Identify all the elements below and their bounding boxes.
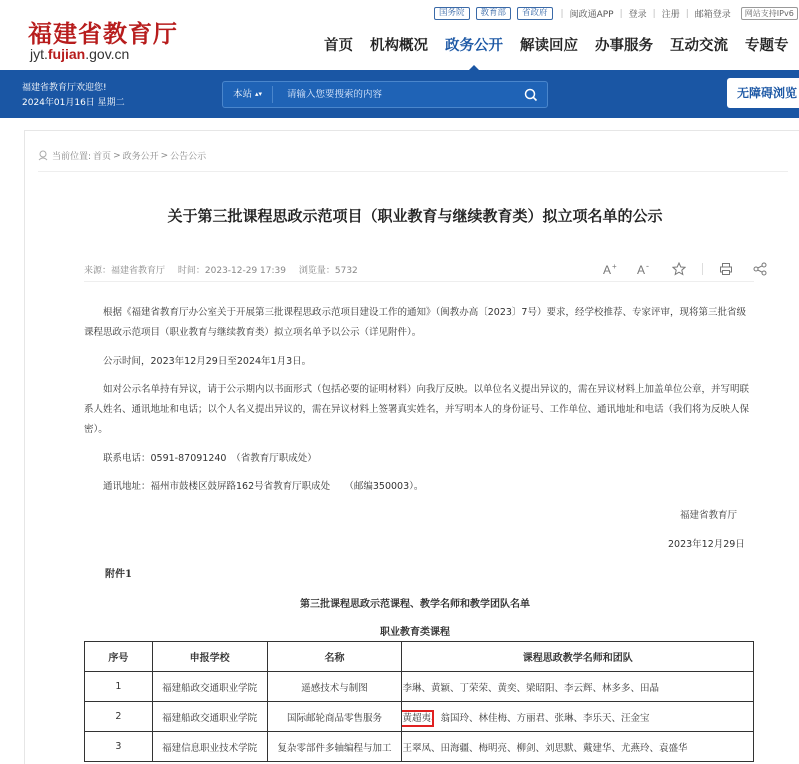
- search-band: [0, 70, 799, 118]
- search-box: [222, 81, 548, 108]
- signature-org: 福建省教育厅: [680, 510, 738, 521]
- site-domain: [30, 46, 129, 62]
- row-number: 2: [85, 702, 153, 732]
- row-number: 3: [85, 732, 153, 762]
- article-paragraph: 如对公示名单持有异议，请于公示期内以书面形式（包括必要的证明材料）向我厅反映。以单位名义提出异议的，需在异议材料上加盖单位公章，并写明联系人姓名、通讯地址和电话；以个人名义提出异议的，需在异议材料上签署真实姓名，并写明本人的身份证号、工作单位、通讯地址和电话（我们将为反映人保密）。: [84, 384, 750, 435]
- article-time: 时间：2023-12-29 17:39: [177, 266, 286, 276]
- font-smaller-button[interactable]: [634, 261, 656, 277]
- row-number: 1: [85, 672, 153, 702]
- row-course: 复杂零部件多轴编程与加工: [267, 732, 402, 762]
- main-nav: [324, 36, 799, 70]
- column-header: 课程思政教学名师和团队: [402, 642, 754, 672]
- nav-gov-affairs[interactable]: 政务公开: [445, 36, 503, 70]
- nav-interpretation[interactable]: 解读回应: [520, 38, 578, 54]
- row-school: 福建信息职业技术学院: [152, 732, 267, 762]
- search-button[interactable]: [515, 82, 547, 107]
- contact-phone: 联系电话：0591-87091240 （省教育厅职成处）: [103, 453, 317, 464]
- row-team: [402, 702, 754, 732]
- star-icon: [672, 262, 686, 276]
- site-logo[interactable]: 福建省教育厅: [28, 19, 178, 48]
- breadcrumb-gov-affairs[interactable]: 政务公开: [122, 152, 159, 162]
- svg-text:A: A: [637, 263, 646, 276]
- article-paragraph: 公示时间，2023年12月29日至2024年1月3日。: [103, 356, 312, 367]
- domain-prefix: jyt.: [30, 46, 48, 62]
- breadcrumb: 当前位置: 首页 > 政务公开 > 公告公示: [38, 149, 208, 162]
- print-button[interactable]: [715, 261, 737, 277]
- divider: [702, 263, 703, 275]
- signature-date: 2023年12月29日: [668, 539, 745, 550]
- table-row: [85, 702, 754, 732]
- current-date: 2024年01月16日 星期二: [22, 98, 125, 108]
- column-header: 名称: [267, 642, 402, 672]
- row-school: 福建船政交通职业学院: [152, 702, 267, 732]
- article-meta: [84, 263, 368, 276]
- link-app[interactable]: 闽政通APP: [569, 10, 614, 20]
- link-state-council[interactable]: 国务院: [434, 7, 470, 20]
- share-button[interactable]: [749, 261, 771, 277]
- nav-home[interactable]: 首页: [324, 38, 353, 54]
- column-header: 申报学校: [152, 642, 267, 672]
- link-province-gov[interactable]: 省政府: [517, 7, 553, 20]
- accessibility-button[interactable]: 无障碍浏览: [727, 78, 799, 108]
- divider: |: [560, 8, 564, 19]
- team-leader: 李琳: [402, 682, 422, 694]
- domain-accent: fujian: [47, 46, 86, 62]
- attachment-label: 附件1: [105, 569, 132, 580]
- link-ministry-education[interactable]: 教育部: [476, 7, 512, 20]
- divider: |: [685, 8, 689, 19]
- font-increase-icon: [603, 262, 619, 276]
- divider: [38, 171, 788, 172]
- login-link[interactable]: 登录: [628, 10, 647, 20]
- svg-text:+: +: [612, 262, 617, 271]
- team-members: 、翁国玲、林佳梅、方丽君、张琳、李乐天、汪金宝: [430, 712, 650, 724]
- row-school: 福建船政交通职业学院: [152, 672, 267, 702]
- list-subtitle: 职业教育类课程: [380, 627, 450, 638]
- site-header: [0, 0, 799, 70]
- search-input[interactable]: [273, 89, 515, 100]
- updown-caret-icon: ▴▾: [254, 90, 263, 98]
- nav-interaction[interactable]: 互动交流: [670, 38, 728, 54]
- row-team: [402, 732, 754, 762]
- welcome-block: [22, 81, 125, 111]
- team-members: 、田海疆、梅明亮、柳剑、刘思默、戴建华、尤燕玲、袁盛华: [430, 742, 688, 754]
- divider: [84, 281, 754, 282]
- row-team: [402, 672, 754, 702]
- breadcrumb-notice[interactable]: 公告公示: [170, 152, 207, 162]
- svg-text:A: A: [603, 263, 612, 276]
- article-tools: [600, 261, 771, 277]
- domain-suffix: .gov.cn: [85, 46, 130, 62]
- mail-login-link[interactable]: 邮箱登录: [694, 10, 731, 20]
- column-header: 序号: [85, 642, 153, 672]
- favorite-button[interactable]: [668, 261, 690, 277]
- nav-services[interactable]: 办事服务: [595, 38, 653, 54]
- nav-topics[interactable]: 专题专: [745, 38, 789, 54]
- team-leader: 王翠凤: [402, 742, 431, 754]
- project-table: [84, 641, 754, 762]
- divider: |: [619, 8, 623, 19]
- ipv6-badge: 网站支持IPv6: [741, 7, 798, 20]
- contact-address: 通讯地址：福州市鼓楼区鼓屏路162号省教育厅职成处 （邮编350003）。: [103, 481, 424, 492]
- search-scope-select[interactable]: [223, 86, 273, 103]
- location-icon: [38, 150, 48, 161]
- article-views: 浏览量：5732: [298, 266, 358, 276]
- search-scope-label: 本站: [232, 89, 252, 100]
- printer-icon: [719, 262, 733, 276]
- font-decrease-icon: [637, 262, 653, 276]
- article-title: 关于第三批课程思政示范项目（职业教育与继续教育类）拟立项名单的公示: [167, 207, 663, 225]
- table-row: [85, 672, 754, 702]
- font-larger-button[interactable]: [600, 261, 622, 277]
- list-title: 第三批课程思政示范课程、教学名师和教学团队名单: [300, 599, 530, 610]
- table-row: [85, 732, 754, 762]
- table-header-row: [85, 642, 754, 672]
- divider: |: [652, 8, 656, 19]
- team-members: 、黄颖、丁荣荣、黄奕、梁昭阳、李云辉、林多多、田晶: [421, 682, 659, 694]
- register-link[interactable]: 注册: [661, 10, 680, 20]
- row-course: 遥感技术与制图: [267, 672, 402, 702]
- svg-text:-: -: [646, 262, 649, 271]
- highlighted-name: 黄超夷: [402, 712, 431, 724]
- row-course: 国际邮轮商品零售服务: [267, 702, 402, 732]
- article-source: 来源：福建省教育厅: [84, 266, 166, 276]
- utility-bar: [434, 7, 798, 20]
- welcome-text: 福建省教育厅欢迎您!: [22, 83, 107, 93]
- share-icon: [753, 262, 767, 276]
- article-card: [24, 130, 799, 764]
- nav-about[interactable]: 机构概况: [370, 38, 428, 54]
- search-icon: [524, 88, 538, 102]
- article-paragraph: 根据《福建省教育厅办公室关于开展第三批课程思政示范项目建设工作的通知》（闽教办高〔2023〕7号）要求，经学校推荐、专家评审，现将第三批省级课程思政示范项目（职业教育与继续教育类）拟立项名单予以公示（详见附件）。: [84, 307, 746, 338]
- breadcrumb-home[interactable]: 首页: [93, 152, 112, 162]
- breadcrumb-label: 当前位置:: [52, 152, 92, 162]
